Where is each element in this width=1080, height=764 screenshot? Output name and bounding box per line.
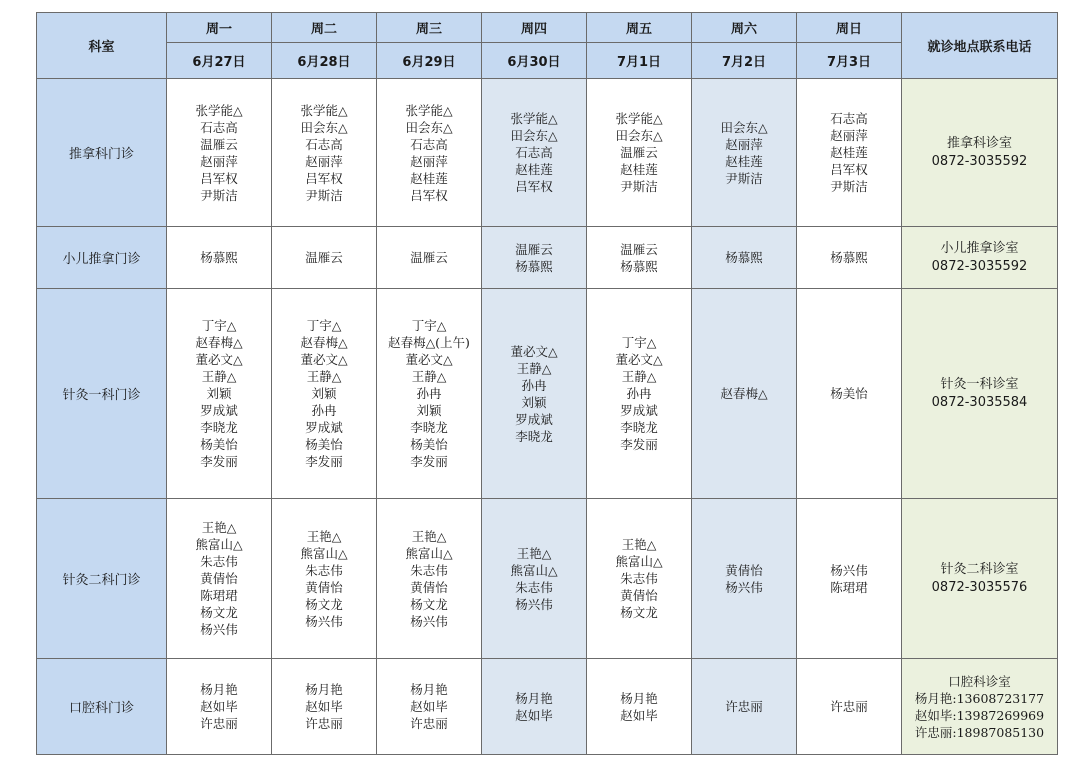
doctor-cell (167, 79, 272, 227)
doctor-cell (377, 79, 482, 227)
doctor-cell (692, 227, 797, 289)
doctor-cell (587, 289, 692, 499)
doctor-name: 黄倩怡 (620, 588, 658, 603)
doctor-name: 杨月艳 (515, 690, 553, 706)
doctor-cell (692, 289, 797, 499)
weekday-header: 周二 (272, 13, 377, 43)
contact-cell (902, 659, 1058, 755)
doctor-name: 许忠丽 (305, 716, 343, 731)
doctor-name: 董必文△ (510, 343, 558, 359)
schedule-row (37, 659, 1058, 755)
doctor-name: 李晓龙 (200, 420, 238, 435)
doctor-name: 赵丽萍 (305, 153, 343, 169)
doctor-name: 罗成斌 (515, 411, 553, 427)
doctor-name: 丁宇△ (201, 318, 237, 333)
doctor-name: 吕军权 (305, 170, 343, 186)
doctor-name: 董必文△ (615, 352, 663, 367)
doctor-name: 孙冉 (521, 377, 547, 393)
doctor-name: 赵桂莲 (830, 145, 868, 160)
dept-name: 口腔科门诊 (37, 659, 167, 755)
doctor-name: 赵如毕 (515, 707, 553, 723)
doctor-name: 尹斯洁 (200, 187, 238, 203)
doctor-name: 王艳△ (201, 520, 237, 535)
doctor-name: 石志高 (830, 111, 868, 126)
weekday-header: 周五 (587, 13, 692, 43)
doctor-name: 杨美怡 (410, 437, 448, 452)
doctor-cell (167, 499, 272, 659)
doctor-name: 王静△ (306, 369, 342, 384)
clinic-room: 口腔科诊室 (948, 673, 1011, 689)
doctor-name: 丁宇△ (621, 335, 657, 350)
doctor-name: 杨月艳 (200, 682, 238, 697)
doctor-name: 黄倩怡 (200, 571, 238, 586)
date-header: 6月29日 (377, 43, 482, 79)
doctor-name: 熊富山△ (300, 545, 348, 561)
date-header: 7月3日 (797, 43, 902, 79)
phone-number: 0872-3035592 (931, 153, 1028, 169)
doctor-cell (167, 289, 272, 499)
schedule-row (37, 79, 1058, 227)
doctor-name: 丁宇△ (306, 318, 342, 333)
doctor-name: 吕军权 (410, 187, 448, 203)
doctor-cell (482, 227, 587, 289)
doctor-name: 张学能△ (300, 102, 348, 118)
doctor-name: 杨月艳 (410, 682, 448, 697)
doctor-name: 董必文△ (405, 352, 453, 367)
doctor-name: 董必文△ (300, 352, 348, 367)
doctor-name: 赵如毕 (620, 707, 658, 723)
doctor-cell (797, 227, 902, 289)
doctor-name: 李发丽 (620, 437, 658, 452)
doctor-cell (272, 659, 377, 755)
date-header: 6月30日 (482, 43, 587, 79)
date-header: 7月2日 (692, 43, 797, 79)
doctor-name: 王艳△ (411, 528, 447, 544)
doctor-name: 田会东△ (720, 119, 768, 135)
doctor-name: 尹斯洁 (620, 179, 658, 194)
doctor-name: 尹斯洁 (725, 170, 763, 186)
doctor-name: 李晓龙 (410, 420, 448, 435)
doctor-name: 吕军权 (830, 162, 868, 177)
dept-name: 小儿推拿门诊 (37, 227, 167, 289)
doctor-name: 许忠丽 (725, 699, 763, 714)
phone-number: 许忠丽:18987085130 (914, 724, 1045, 740)
doctor-name: 杨兴伟 (725, 579, 763, 595)
doctor-cell (587, 79, 692, 227)
doctor-name: 杨文龙 (200, 605, 238, 620)
doctor-name: 赵桂莲 (620, 162, 658, 177)
doctor-name: 刘颖 (311, 386, 337, 401)
weekday-header: 周四 (482, 13, 587, 43)
doctor-cell (797, 659, 902, 755)
weekday-header: 周六 (692, 13, 797, 43)
doctor-name: 王静△ (516, 360, 552, 376)
doctor-name: 刘颖 (416, 403, 442, 418)
contact-cell (902, 289, 1058, 499)
doctor-name: 许忠丽 (410, 716, 448, 731)
doctor-name: 杨兴伟 (410, 613, 448, 629)
weekday-header: 周一 (167, 13, 272, 43)
doctor-name: 熊富山△ (510, 562, 558, 578)
doctor-name: 熊富山△ (405, 545, 453, 561)
doctor-cell (692, 79, 797, 227)
doctor-cell (377, 289, 482, 499)
doctor-name: 赵春梅△ (195, 335, 243, 350)
doctor-name: 温雁云 (620, 145, 658, 160)
doctor-cell (797, 499, 902, 659)
doctor-name: 杨慕熙 (830, 250, 868, 265)
doctor-name: 赵春梅△ (300, 335, 348, 350)
doctor-cell (692, 499, 797, 659)
schedule-row (37, 499, 1058, 659)
doctor-name: 赵春梅△ (720, 386, 768, 401)
doctor-name: 李发丽 (305, 454, 343, 469)
doctor-name: 杨兴伟 (305, 613, 343, 629)
dept-name: 针灸一科门诊 (37, 289, 167, 499)
doctor-name: 温雁云 (515, 241, 553, 257)
doctor-cell (797, 79, 902, 227)
doctor-name: 温雁云 (620, 241, 658, 257)
doctor-name: 朱志伟 (515, 579, 553, 595)
doctor-name: 杨文龙 (305, 596, 343, 612)
doctor-cell (482, 79, 587, 227)
doctor-name: 赵桂莲 (410, 170, 448, 186)
doctor-name: 尹斯洁 (305, 187, 343, 203)
date-header: 6月28日 (272, 43, 377, 79)
doctor-name: 温雁云 (410, 250, 448, 265)
schedule-table (36, 12, 1058, 755)
doctor-name: 杨美怡 (200, 437, 238, 452)
doctor-name: 许忠丽 (200, 716, 238, 731)
doctor-cell (587, 227, 692, 289)
doctor-name: 杨慕熙 (725, 250, 763, 265)
doctor-name: 朱志伟 (305, 562, 343, 578)
doctor-name: 吕军权 (200, 170, 238, 186)
doctor-name: 杨兴伟 (200, 622, 238, 637)
doctor-name: 刘颖 (521, 394, 547, 410)
doctor-name: 王静△ (621, 369, 657, 384)
doctor-name: 丁宇△ (411, 318, 447, 333)
doctor-name: 赵如毕 (305, 699, 343, 714)
doctor-name: 赵桂莲 (725, 153, 763, 169)
doctor-cell (587, 499, 692, 659)
doctor-name: 熊富山△ (195, 537, 243, 552)
doctor-cell (167, 227, 272, 289)
doctor-name: 罗成斌 (305, 420, 343, 435)
doctor-name: 孙冉 (416, 386, 442, 401)
doctor-name: 杨慕熙 (515, 258, 553, 274)
doctor-name: 赵如毕 (200, 699, 238, 714)
dept-header: 科室 (37, 13, 167, 79)
doctor-name: 赵丽萍 (410, 153, 448, 169)
doctor-name: 张学能△ (615, 111, 663, 126)
doctor-name: 孙冉 (626, 386, 652, 401)
doctor-name: 王静△ (201, 369, 237, 384)
doctor-name: 朱志伟 (200, 554, 238, 569)
doctor-name: 杨美怡 (830, 386, 868, 401)
doctor-name: 杨慕熙 (620, 258, 658, 274)
doctor-name: 李晓龙 (620, 420, 658, 435)
doctor-name: 杨美怡 (305, 437, 343, 452)
doctor-name: 杨月艳 (305, 682, 343, 697)
doctor-name: 赵桂莲 (515, 162, 553, 177)
doctor-name: 杨兴伟 (515, 596, 553, 612)
doctor-name: 董必文△ (195, 352, 243, 367)
doctor-name: 尹斯洁 (830, 179, 868, 194)
doctor-name: 罗成斌 (620, 403, 658, 418)
doctor-name: 李发丽 (200, 454, 238, 469)
doctor-name: 张学能△ (405, 102, 453, 118)
doctor-name: 杨兴伟 (830, 562, 868, 578)
doctor-name: 石志高 (200, 119, 238, 135)
doctor-name: 赵春梅△(上午) (388, 335, 470, 350)
doctor-cell (797, 289, 902, 499)
doctor-name: 田会东△ (615, 128, 663, 143)
doctor-name: 朱志伟 (620, 571, 658, 586)
doctor-name: 杨月艳 (620, 690, 658, 706)
doctor-cell (482, 289, 587, 499)
dept-name: 针灸二科门诊 (37, 499, 167, 659)
contact-cell (902, 227, 1058, 289)
contact-cell (902, 499, 1058, 659)
doctor-cell (272, 227, 377, 289)
doctor-name: 王艳△ (621, 537, 657, 552)
doctor-name: 张学能△ (195, 102, 243, 118)
clinic-room: 小儿推拿诊室 (940, 240, 1019, 256)
doctor-name: 陈珺珺 (200, 588, 238, 603)
doctor-cell (272, 289, 377, 499)
doctor-name: 王艳△ (306, 528, 342, 544)
phone-number: 杨月艳:13608723177 (914, 690, 1045, 706)
doctor-name: 赵如毕 (410, 699, 448, 714)
date-header: 7月1日 (587, 43, 692, 79)
doctor-name: 石志高 (515, 145, 553, 160)
doctor-cell (377, 659, 482, 755)
doctor-name: 赵丽萍 (200, 153, 238, 169)
doctor-cell (482, 499, 587, 659)
schedule-body (37, 79, 1058, 755)
doctor-name: 杨文龙 (620, 605, 658, 620)
doctor-name: 杨文龙 (410, 596, 448, 612)
date-header: 6月27日 (167, 43, 272, 79)
doctor-name: 朱志伟 (410, 562, 448, 578)
doctor-name: 刘颖 (206, 386, 232, 401)
doctor-cell (272, 79, 377, 227)
phone-number: 0872-3035584 (931, 394, 1028, 410)
doctor-cell (692, 659, 797, 755)
schedule-row (37, 289, 1058, 499)
doctor-name: 石志高 (305, 136, 343, 152)
contact-header: 就诊地点联系电话 (902, 13, 1058, 79)
schedule-row (37, 227, 1058, 289)
contact-cell (902, 79, 1058, 227)
doctor-name: 熊富山△ (615, 554, 663, 569)
doctor-name: 吕军权 (515, 179, 553, 194)
doctor-name: 李发丽 (410, 454, 448, 469)
doctor-name: 张学能△ (510, 111, 558, 126)
doctor-name: 李晓龙 (515, 428, 553, 444)
doctor-name: 孙冉 (311, 403, 337, 418)
doctor-name: 田会东△ (405, 119, 453, 135)
doctor-name: 温雁云 (305, 250, 343, 265)
doctor-name: 陈珺珺 (830, 579, 868, 595)
doctor-cell (482, 659, 587, 755)
doctor-cell (587, 659, 692, 755)
doctor-cell (377, 227, 482, 289)
weekday-header: 周日 (797, 13, 902, 43)
doctor-name: 石志高 (410, 136, 448, 152)
clinic-room: 推拿科诊室 (946, 135, 1012, 151)
doctor-name: 赵丽萍 (830, 128, 868, 143)
doctor-name: 许忠丽 (830, 699, 868, 714)
doctor-name: 杨慕熙 (200, 250, 238, 265)
doctor-name: 王静△ (411, 369, 447, 384)
dept-name: 推拿科门诊 (37, 79, 167, 227)
doctor-name: 田会东△ (510, 128, 558, 143)
doctor-name: 赵丽萍 (725, 136, 763, 152)
doctor-name: 罗成斌 (200, 403, 238, 418)
weekday-header: 周三 (377, 13, 482, 43)
doctor-name: 田会东△ (300, 119, 348, 135)
doctor-name: 黄倩怡 (725, 562, 763, 578)
doctor-cell (377, 499, 482, 659)
phone-number: 0872-3035592 (931, 258, 1028, 274)
doctor-name: 温雁云 (200, 136, 238, 152)
clinic-room: 针灸一科诊室 (940, 376, 1019, 392)
doctor-cell (272, 499, 377, 659)
phone-number: 0872-3035576 (931, 579, 1028, 595)
doctor-name: 王艳△ (516, 545, 552, 561)
doctor-name: 黄倩怡 (305, 579, 343, 595)
clinic-room: 针灸二科诊室 (940, 561, 1019, 577)
doctor-cell (167, 659, 272, 755)
phone-number: 赵如毕:13987269969 (914, 707, 1045, 723)
doctor-name: 黄倩怡 (410, 579, 448, 595)
